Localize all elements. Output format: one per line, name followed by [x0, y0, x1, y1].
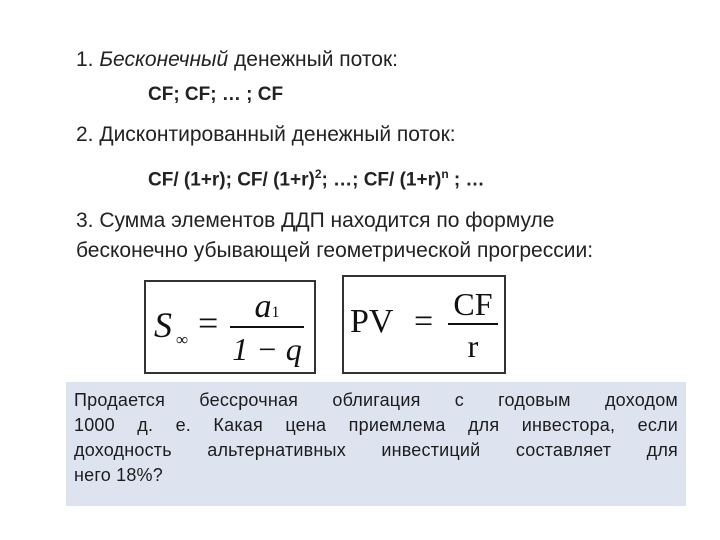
- item-2-formula-c: ; …: [448, 169, 485, 191]
- formula-pv-numerator: CF: [453, 286, 493, 322]
- question-line-3: доходность альтернативных инвестиций составляет для: [74, 440, 678, 460]
- item-3-line-2: бесконечно убывающей геометрической прогрессии:: [76, 239, 594, 262]
- formula-s: S: [154, 305, 172, 345]
- formula-pv-equals: =: [414, 303, 434, 340]
- item-1-italic-term: Бесконечный: [99, 48, 229, 71]
- item-2-formula-a: CF/ (1+r); CF/ (1+r): [148, 169, 315, 191]
- item-2-formula-b: ; …; CF/ (1+r): [321, 169, 442, 191]
- formula-numerator-a: a: [254, 288, 272, 325]
- formula-numerator: [255, 288, 280, 326]
- question-box: [66, 382, 686, 506]
- item-1-rest: денежный поток:: [228, 48, 398, 71]
- item-2-sup-b: n: [441, 167, 449, 181]
- item-2: 2. Дисконтированный денежный поток:: [76, 123, 456, 146]
- item-2-formula: [148, 167, 485, 191]
- item-1: [76, 48, 398, 72]
- formula-pv: PV: [350, 303, 394, 340]
- formula-present-value: [342, 275, 506, 374]
- formula-numerator-sub: 1: [271, 304, 280, 321]
- formula-pv-denominator: r: [467, 328, 479, 364]
- formula-pv-fraction: [448, 285, 498, 365]
- item-1-number: 1.: [76, 48, 94, 71]
- question-line-1: Продается бессрочная облигация с годовым доходом: [74, 390, 678, 410]
- formula-fraction: [230, 288, 304, 368]
- question-line-2: 1000 д. е. Какая цена приемлема для инвестора, если: [74, 415, 678, 435]
- item-2-sup-a: 2: [314, 167, 322, 181]
- formula-equals: =: [198, 303, 219, 343]
- item-3-line-1: 3. Сумма элементов ДДП находится по формуле: [76, 209, 555, 232]
- formula-sum-infinite: [144, 280, 316, 374]
- question-line-4: него 18%?: [74, 465, 163, 485]
- formula-s-subscript: ∞: [176, 330, 189, 349]
- formula-denominator: 1 − q: [232, 331, 302, 367]
- item-1-formula: CF; CF; … ; CF: [148, 84, 284, 105]
